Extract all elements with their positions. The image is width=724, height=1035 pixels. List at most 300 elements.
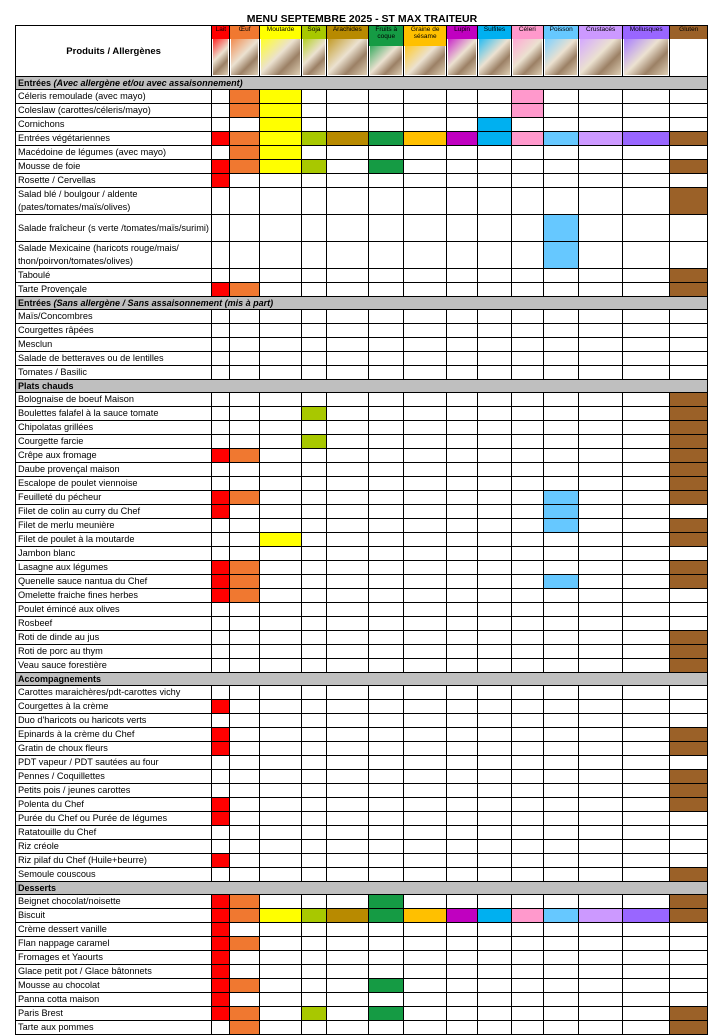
allergen-cell-lu (446, 435, 477, 449)
allergen-cell-f (369, 449, 404, 463)
allergen-cell-cr (579, 965, 623, 979)
table-row (16, 742, 708, 756)
allergen-cell-cr (579, 310, 623, 324)
allergen-cell-mo (622, 923, 670, 937)
table-row (16, 491, 708, 505)
allergen-cell-cr (579, 1021, 623, 1035)
allergen-cell-c (511, 421, 543, 435)
allergen-cell-s (302, 826, 326, 840)
allergen-cell-mo (622, 714, 670, 728)
allergen-cell-l (212, 188, 230, 215)
allergen-cell-c (511, 937, 543, 951)
allergen-cell-cr (579, 146, 623, 160)
table-row (16, 686, 708, 700)
allergen-cell-gl (670, 868, 708, 882)
allergen-cell-s (302, 1021, 326, 1035)
allergen-cell-lu (446, 324, 477, 338)
allergen-cell-p (544, 104, 579, 118)
allergen-cell-o (230, 324, 259, 338)
allergen-cell-su (478, 393, 511, 407)
allergen-label: Moutarde (260, 26, 301, 39)
allergen-cell-s (302, 700, 326, 714)
allergen-header-gl (670, 26, 708, 77)
allergen-cell-f (369, 770, 404, 784)
table-row (16, 756, 708, 770)
product-name: Rosette / Cervellas (16, 174, 212, 188)
allergen-cell-a (326, 631, 368, 645)
allergen-cell-p (544, 742, 579, 756)
allergen-cell-s (302, 242, 326, 269)
allergen-cell-lu (446, 463, 477, 477)
section-subtitle: (Sans allergène / Sans assaisonnement (mis à part) (51, 298, 274, 308)
allergen-cell-g (404, 160, 446, 174)
allergen-cell-s (302, 728, 326, 742)
allergen-cell-mo (622, 1007, 670, 1021)
allergen-cell-su (478, 756, 511, 770)
allergen-cell-m (259, 798, 301, 812)
allergen-cell-m (259, 840, 301, 854)
allergen-cell-su (478, 993, 511, 1007)
allergen-cell-mo (622, 132, 670, 146)
table-row (16, 310, 708, 324)
allergen-cell-gl (670, 366, 708, 380)
allergen-cell-l (212, 160, 230, 174)
allergen-cell-m (259, 603, 301, 617)
allergen-cell-s (302, 868, 326, 882)
allergen-cell-a (326, 174, 368, 188)
allergen-cell-o (230, 603, 259, 617)
allergen-cell-cr (579, 505, 623, 519)
allergen-cell-g (404, 868, 446, 882)
allergen-cell-su (478, 449, 511, 463)
allergen-cell-lu (446, 393, 477, 407)
allergen-cell-lu (446, 868, 477, 882)
allergen-cell-f (369, 1007, 404, 1021)
allergen-cell-m (259, 146, 301, 160)
allergen-cell-su (478, 854, 511, 868)
product-name: Chipolatas grillées (16, 421, 212, 435)
allergen-cell-m (259, 854, 301, 868)
allergen-cell-m (259, 1021, 301, 1035)
allergen-cell-s (302, 366, 326, 380)
allergen-cell-m (259, 393, 301, 407)
allergen-cell-g (404, 90, 446, 104)
allergen-cell-cr (579, 770, 623, 784)
allergen-cell-o (230, 965, 259, 979)
allergen-cell-gl (670, 477, 708, 491)
table-row (16, 854, 708, 868)
table-row (16, 812, 708, 826)
allergen-cell-cr (579, 463, 623, 477)
allergen-cell-su (478, 366, 511, 380)
allergen-cell-p (544, 188, 579, 215)
allergen-cell-su (478, 324, 511, 338)
allergen-cell-c (511, 174, 543, 188)
allergen-cell-f (369, 90, 404, 104)
allergen-cell-su (478, 174, 511, 188)
table-row (16, 352, 708, 366)
allergen-cell-l (212, 421, 230, 435)
allergen-cell-gl (670, 770, 708, 784)
allergen-cell-p (544, 132, 579, 146)
allergen-cell-o (230, 188, 259, 215)
allergen-cell-a (326, 160, 368, 174)
allergen-cell-a (326, 310, 368, 324)
allergen-cell-mo (622, 645, 670, 659)
allergen-cell-mo (622, 826, 670, 840)
table-row (16, 269, 708, 283)
allergen-cell-su (478, 868, 511, 882)
allergen-cell-l (212, 174, 230, 188)
allergen-cell-o (230, 421, 259, 435)
allergen-cell-cr (579, 756, 623, 770)
allergen-cell-cr (579, 407, 623, 421)
allergen-header-mo (622, 26, 670, 77)
allergen-cell-su (478, 659, 511, 673)
allergen-cell-su (478, 519, 511, 533)
allergen-cell-mo (622, 770, 670, 784)
table-row (16, 146, 708, 160)
allergen-cell-lu (446, 547, 477, 561)
table-row (16, 603, 708, 617)
allergen-cell-g (404, 547, 446, 561)
allergen-cell-lu (446, 617, 477, 631)
allergen-cell-m (259, 589, 301, 603)
allergen-cell-p (544, 324, 579, 338)
allergen-cell-m (259, 728, 301, 742)
allergen-label: Œuf (230, 26, 258, 39)
allergen-cell-c (511, 812, 543, 826)
allergen-cell-a (326, 784, 368, 798)
section-title (16, 77, 708, 90)
allergen-cell-mo (622, 421, 670, 435)
allergen-cell-su (478, 798, 511, 812)
product-name: Boulettes falafel à la sauce tomate (16, 407, 212, 421)
allergen-cell-s (302, 491, 326, 505)
allergen-cell-c (511, 965, 543, 979)
allergen-cell-l (212, 812, 230, 826)
allergen-cell-su (478, 937, 511, 951)
allergen-cell-g (404, 575, 446, 589)
allergen-cell-a (326, 283, 368, 297)
table-row (16, 547, 708, 561)
allergen-header-lu (446, 26, 477, 77)
product-name: Tarte Provençale (16, 283, 212, 297)
allergen-cell-gl (670, 533, 708, 547)
allergen-cell-f (369, 352, 404, 366)
allergen-cell-s (302, 742, 326, 756)
allergen-cell-m (259, 352, 301, 366)
allergen-header-f (369, 26, 404, 77)
allergen-cell-lu (446, 909, 477, 923)
allergen-cell-l (212, 90, 230, 104)
allergen-cell-gl (670, 160, 708, 174)
allergen-cell-a (326, 104, 368, 118)
allergen-cell-m (259, 407, 301, 421)
allergen-cell-gl (670, 1007, 708, 1021)
table-row (16, 770, 708, 784)
allergen-cell-mo (622, 909, 670, 923)
allergen-cell-lu (446, 242, 477, 269)
allergen-cell-m (259, 561, 301, 575)
allergen-cell-m (259, 770, 301, 784)
allergen-cell-c (511, 132, 543, 146)
allergen-cell-g (404, 714, 446, 728)
allergen-cell-o (230, 742, 259, 756)
allergen-cell-f (369, 519, 404, 533)
allergen-header-o (230, 26, 259, 77)
allergen-cell-l (212, 242, 230, 269)
allergen-cell-a (326, 561, 368, 575)
allergen-cell-l (212, 575, 230, 589)
allergen-cell-o (230, 519, 259, 533)
allergen-cell-mo (622, 366, 670, 380)
allergen-cell-lu (446, 215, 477, 242)
allergen-cell-f (369, 393, 404, 407)
allergen-cell-c (511, 352, 543, 366)
table-row (16, 700, 708, 714)
allergen-cell-su (478, 421, 511, 435)
allergen-cell-gl (670, 90, 708, 104)
allergen-cell-s (302, 215, 326, 242)
allergen-cell-o (230, 338, 259, 352)
allergen-label: Crustacés (579, 26, 622, 39)
allergen-cell-m (259, 686, 301, 700)
allergen-cell-gl (670, 310, 708, 324)
allergen-cell-cr (579, 118, 623, 132)
table-row (16, 561, 708, 575)
allergen-cell-o (230, 435, 259, 449)
allergen-cell-l (212, 463, 230, 477)
allergen-cell-m (259, 909, 301, 923)
allergen-header-p (544, 26, 579, 77)
allergen-cell-o (230, 269, 259, 283)
allergen-label: Mollusques (623, 26, 670, 39)
allergen-cell-p (544, 146, 579, 160)
allergen-cell-o (230, 812, 259, 826)
section-header (16, 77, 708, 90)
allergen-cell-p (544, 631, 579, 645)
allergen-label: Poisson (544, 26, 578, 39)
allergen-cell-su (478, 242, 511, 269)
allergen-cell-l (212, 215, 230, 242)
product-column-header: Produits / Allergènes (16, 26, 212, 77)
allergen-cell-o (230, 90, 259, 104)
allergen-cell-s (302, 770, 326, 784)
allergen-cell-su (478, 951, 511, 965)
allergen-cell-p (544, 868, 579, 882)
allergen-cell-g (404, 895, 446, 909)
allergen-cell-a (326, 686, 368, 700)
table-row (16, 104, 708, 118)
allergen-cell-gl (670, 449, 708, 463)
section-subtitle: (Avec allergène et/ou avec assaisonnement) (51, 78, 243, 88)
allergen-cell-a (326, 449, 368, 463)
allergen-cell-c (511, 561, 543, 575)
allergen-cell-lu (446, 505, 477, 519)
allergen-cell-a (326, 840, 368, 854)
allergen-cell-g (404, 756, 446, 770)
allergen-cell-gl (670, 352, 708, 366)
allergen-cell-l (212, 269, 230, 283)
allergen-cell-su (478, 160, 511, 174)
product-name: Bolognaise de boeuf Maison (16, 393, 212, 407)
product-name: Filet de poulet à la moutarde (16, 533, 212, 547)
allergen-cell-gl (670, 603, 708, 617)
table-row (16, 505, 708, 519)
allergen-cell-s (302, 909, 326, 923)
allergen-cell-s (302, 118, 326, 132)
allergen-cell-c (511, 407, 543, 421)
product-name: Salad blé / boulgour / aldente (pates/tomates/maïs/olives) (16, 188, 212, 215)
allergen-cell-su (478, 575, 511, 589)
allergen-cell-p (544, 714, 579, 728)
allergen-cell-m (259, 90, 301, 104)
product-name: Roti de porc au thym (16, 645, 212, 659)
allergen-cell-cr (579, 338, 623, 352)
table-row (16, 645, 708, 659)
allergen-cell-gl (670, 575, 708, 589)
allergen-cell-p (544, 283, 579, 297)
allergen-cell-o (230, 132, 259, 146)
allergen-cell-gl (670, 645, 708, 659)
product-name: Salade Mexicaine (haricots rouge/mais/ thon/poirvon/tomates/olives) (16, 242, 212, 269)
table-row (16, 993, 708, 1007)
allergen-cell-lu (446, 104, 477, 118)
allergen-cell-m (259, 1007, 301, 1021)
allergen-cell-cr (579, 575, 623, 589)
allergen-cell-s (302, 283, 326, 297)
allergen-cell-c (511, 146, 543, 160)
allergen-cell-s (302, 993, 326, 1007)
allergen-cell-o (230, 659, 259, 673)
allergen-cell-g (404, 840, 446, 854)
allergen-header-g (404, 26, 446, 77)
allergen-cell-cr (579, 728, 623, 742)
allergen-cell-cr (579, 826, 623, 840)
allergen-cell-mo (622, 631, 670, 645)
allergen-cell-mo (622, 242, 670, 269)
allergen-header-cr (579, 26, 623, 77)
allergen-cell-g (404, 951, 446, 965)
allergen-cell-lu (446, 283, 477, 297)
allergen-cell-lu (446, 854, 477, 868)
table-row (16, 132, 708, 146)
allergen-cell-a (326, 714, 368, 728)
allergen-cell-a (326, 923, 368, 937)
allergen-cell-mo (622, 895, 670, 909)
allergen-cell-g (404, 1007, 446, 1021)
allergen-cell-mo (622, 435, 670, 449)
allergen-cell-m (259, 283, 301, 297)
allergen-cell-m (259, 491, 301, 505)
allergen-label: Sulfites (478, 26, 510, 39)
allergen-cell-c (511, 589, 543, 603)
allergen-cell-mo (622, 547, 670, 561)
allergen-cell-m (259, 575, 301, 589)
allergen-cell-su (478, 188, 511, 215)
allergen-cell-cr (579, 90, 623, 104)
allergen-photo (448, 39, 476, 75)
allergen-cell-mo (622, 491, 670, 505)
allergen-cell-c (511, 505, 543, 519)
allergen-cell-c (511, 909, 543, 923)
product-name: Paris Brest (16, 1007, 212, 1021)
table-row (16, 979, 708, 993)
allergen-cell-cr (579, 352, 623, 366)
allergen-cell-p (544, 589, 579, 603)
allergen-cell-m (259, 269, 301, 283)
allergen-cell-g (404, 407, 446, 421)
allergen-cell-g (404, 491, 446, 505)
allergen-cell-gl (670, 589, 708, 603)
allergen-cell-su (478, 770, 511, 784)
allergen-cell-s (302, 435, 326, 449)
allergen-label: Lupin (447, 26, 477, 39)
allergen-cell-su (478, 714, 511, 728)
allergen-cell-su (478, 812, 511, 826)
allergen-cell-p (544, 505, 579, 519)
allergen-cell-m (259, 951, 301, 965)
allergen-cell-mo (622, 505, 670, 519)
allergen-cell-cr (579, 160, 623, 174)
allergen-cell-mo (622, 700, 670, 714)
allergen-cell-o (230, 215, 259, 242)
allergen-cell-g (404, 215, 446, 242)
table-row (16, 118, 708, 132)
product-name: Crème dessert vanille (16, 923, 212, 937)
allergen-cell-cr (579, 854, 623, 868)
allergen-cell-f (369, 826, 404, 840)
allergen-cell-o (230, 283, 259, 297)
allergen-cell-f (369, 338, 404, 352)
allergen-cell-a (326, 951, 368, 965)
allergen-cell-lu (446, 686, 477, 700)
allergen-cell-mo (622, 477, 670, 491)
allergen-cell-mo (622, 90, 670, 104)
allergen-photo (580, 39, 621, 75)
allergen-cell-cr (579, 589, 623, 603)
product-name: Coleslaw (carottes/céleris/mayo) (16, 104, 212, 118)
allergen-label: Graine de sésame (404, 26, 445, 46)
allergen-cell-m (259, 826, 301, 840)
allergen-cell-cr (579, 1007, 623, 1021)
allergen-cell-c (511, 242, 543, 269)
allergen-cell-m (259, 132, 301, 146)
allergen-cell-su (478, 826, 511, 840)
allergen-cell-mo (622, 188, 670, 215)
allergen-cell-a (326, 533, 368, 547)
allergen-cell-su (478, 617, 511, 631)
product-name: Filet de merlu meunière (16, 519, 212, 533)
allergen-cell-a (326, 979, 368, 993)
table-row (16, 366, 708, 380)
allergen-cell-f (369, 104, 404, 118)
allergen-cell-mo (622, 840, 670, 854)
allergen-photo (370, 46, 402, 75)
allergen-cell-f (369, 951, 404, 965)
allergen-label: Arachides (327, 26, 368, 39)
allergen-cell-g (404, 603, 446, 617)
allergen-cell-g (404, 937, 446, 951)
product-name: Polenta du Chef (16, 798, 212, 812)
allergen-cell-l (212, 686, 230, 700)
allergen-cell-g (404, 324, 446, 338)
table-row (16, 909, 708, 923)
allergen-cell-mo (622, 979, 670, 993)
allergen-cell-s (302, 505, 326, 519)
table-row (16, 631, 708, 645)
